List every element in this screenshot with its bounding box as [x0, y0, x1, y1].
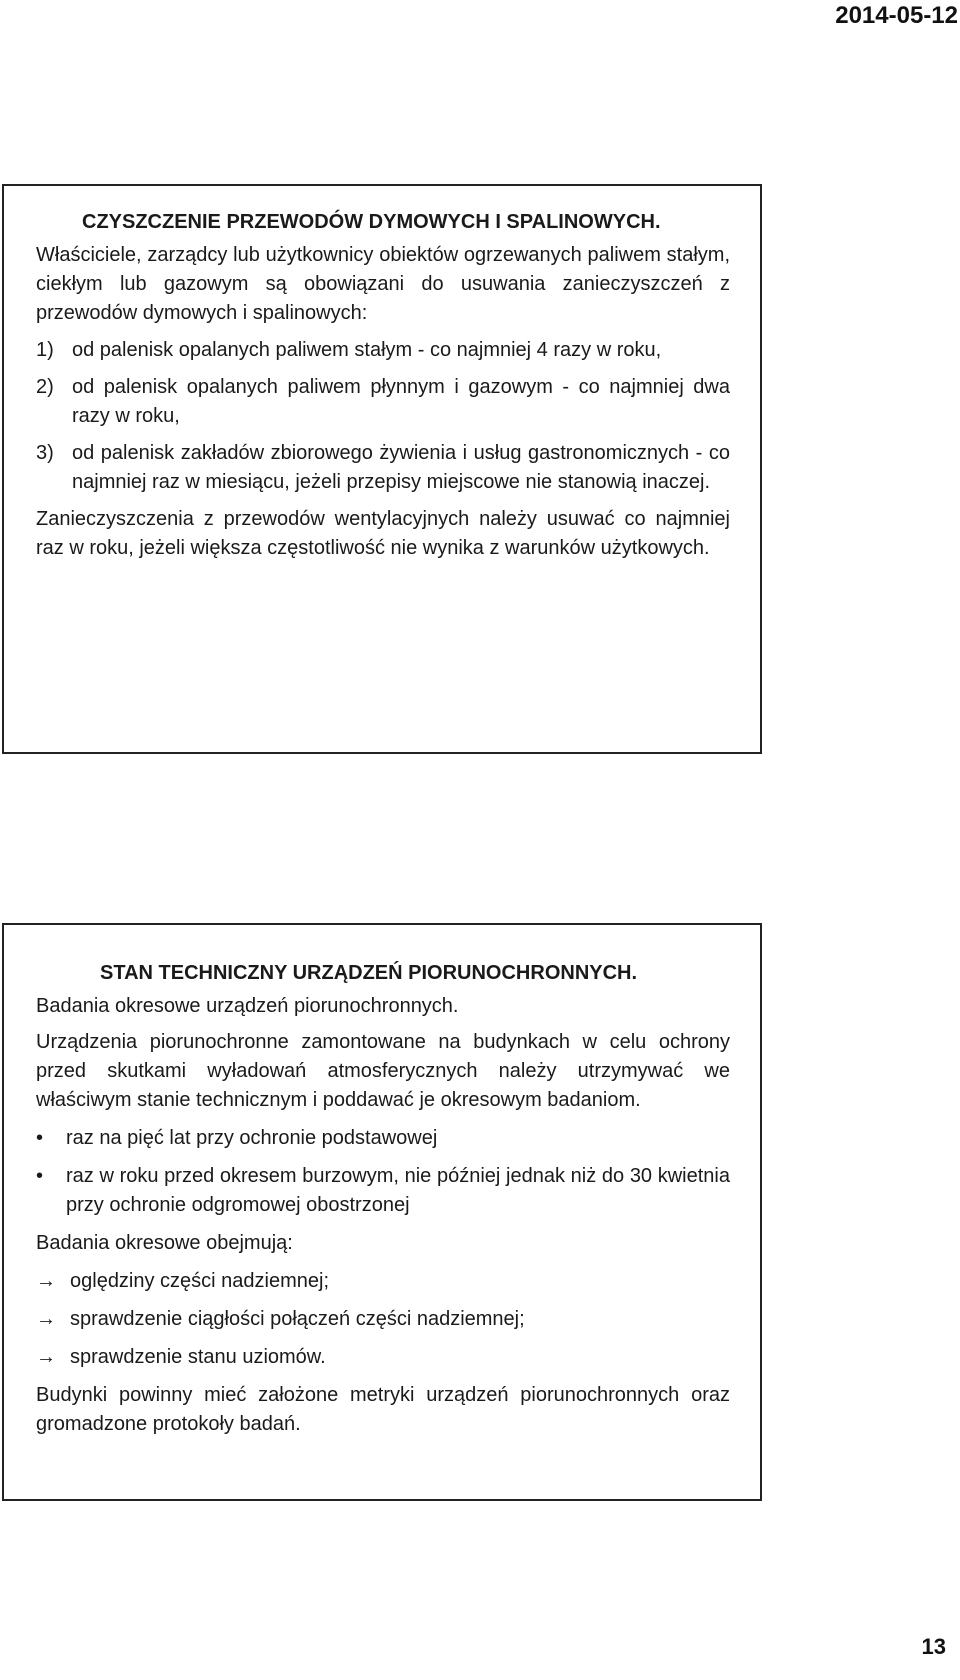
item-text: raz na pięć lat przy ochronie podstawowej: [66, 1127, 438, 1149]
list-item: [36, 439, 730, 497]
document-date: 2014-05-12: [835, 2, 958, 29]
list-item: [36, 1305, 730, 1334]
item-text: od palenisk opalanych paliwem stałym - co najmniej 4 razy w roku,: [72, 339, 662, 361]
slide-title: STAN TECHNICZNY URZĄDZEŃ PIORUNOCHRONNYCH.: [100, 962, 638, 984]
item-number: 1): [36, 339, 54, 361]
intro-paragraph: Właściciele, zarządcy lub użytkownicy obiektów ogrzewanych paliwem stałym, ciekłym lub gazowym są obowiązani do usuwania zanieczyszczeń z przewodów dymowych i spalinowych:: [36, 244, 730, 324]
arrow-right-icon: →: [36, 1308, 56, 1330]
item-text: raz w roku przed okresem burzowym, nie później jednak niż do 30 kwietnia przy ochronie odgromowej obostrzonej: [66, 1165, 730, 1216]
closing-paragraph: Budynki powinny mieć założone metryki urządzeń piorunochronnych oraz gromadzone protokoły badań.: [36, 1384, 730, 1435]
arrow-right-icon: →: [36, 1270, 56, 1292]
list-item: [36, 1267, 730, 1296]
scope-label: Badania okresowe obejmują:: [36, 1232, 293, 1254]
intro-paragraph: Urządzenia piorunochronne zamontowane na budynkach w celu ochrony przed skutkami wyładowań atmosferycznych należy utrzymywać we właściwym stanie technicznym i poddawać je okresowym badaniom.: [36, 1031, 730, 1111]
item-text: sprawdzenie ciągłości połączeń części nadziemnej;: [70, 1308, 525, 1330]
arrow-right-icon: →: [36, 1346, 56, 1368]
slide-lightning-protection: [2, 923, 762, 1501]
closing-paragraph: Zanieczyszczenia z przewodów wentylacyjnych należy usuwać co najmniej raz w roku, jeżeli większa częstotliwość nie wynika z warunków użytkowych.: [36, 508, 730, 559]
item-number: 3): [36, 442, 54, 464]
list-item: [36, 373, 730, 431]
subtitle-paragraph: Badania okresowe urządzeń piorunochronnych.: [36, 995, 459, 1017]
item-text: od palenisk opalanych paliwem płynnym i gazowym - co najmniej dwa razy w roku,: [72, 376, 730, 427]
bullet-icon: •: [36, 1165, 44, 1187]
item-text: oględziny części nadziemnej;: [70, 1270, 330, 1292]
slide-title: CZYSZCZENIE PRZEWODÓW DYMOWYCH I SPALINOWYCH.: [82, 211, 661, 233]
list-item: [36, 1124, 730, 1153]
item-text: sprawdzenie stanu uziomów.: [70, 1346, 326, 1368]
item-text: od palenisk zakładów zbiorowego żywienia i usług gastronomicznych - co najmniej raz w miesiącu, jeżeli przepisy miejscowe nie stanowią inaczej.: [72, 442, 730, 493]
list-item: [36, 336, 730, 365]
bullet-icon: •: [36, 1127, 44, 1149]
item-number: 2): [36, 376, 54, 398]
slide-chimney-cleaning: [2, 184, 762, 754]
list-item: [36, 1162, 730, 1220]
list-item: [36, 1343, 730, 1372]
page-number: 13: [921, 1634, 946, 1659]
